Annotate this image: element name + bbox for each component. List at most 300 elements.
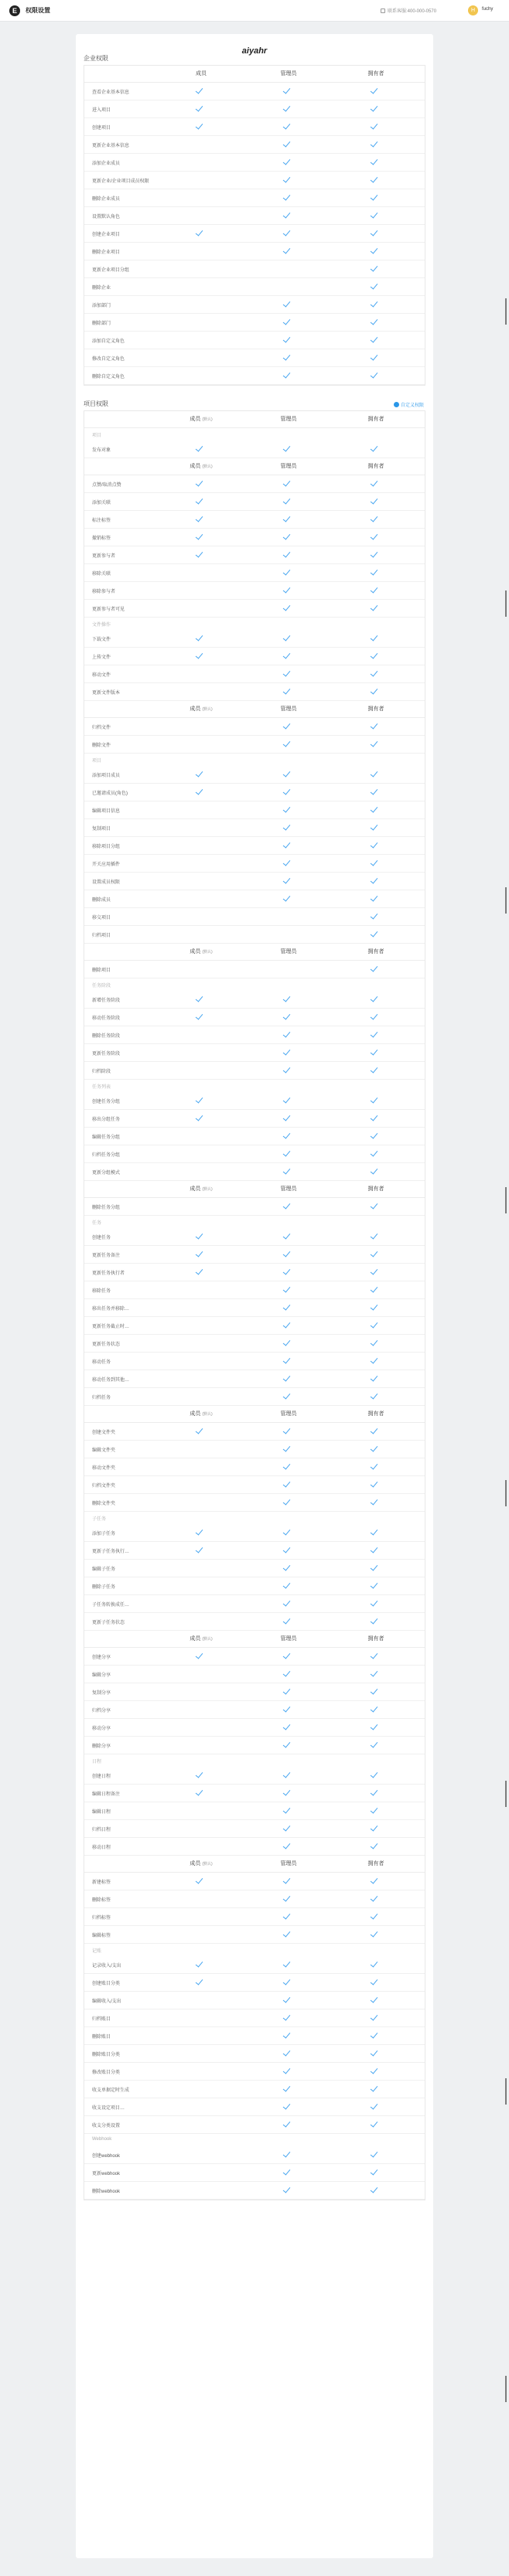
permission-cell-2[interactable] <box>246 1908 331 1925</box>
permission-name: 创建webhook <box>92 2154 121 2159</box>
scroll-indicator[interactable] <box>505 1781 507 1807</box>
permission-cell-3[interactable] <box>333 2182 418 2199</box>
column-header-label: 成员 <box>190 706 201 712</box>
permission-cell-3[interactable] <box>333 511 418 528</box>
permission-row <box>84 154 425 172</box>
permission-cell-3[interactable] <box>333 648 418 665</box>
permission-cell-3[interactable] <box>333 1956 418 1973</box>
permission-row <box>84 118 425 136</box>
permission-cell-2[interactable] <box>246 1110 331 1127</box>
permission-cell-2[interactable] <box>246 2098 331 2115</box>
permission-row <box>84 1613 425 1631</box>
table-header-row <box>84 458 425 475</box>
permission-cell-2[interactable] <box>246 1145 331 1162</box>
permission-cell-2[interactable] <box>246 441 331 458</box>
permission-name: 新增任务阶段 <box>92 999 121 1003</box>
permission-cell-1 <box>159 332 244 349</box>
permission-cell-2[interactable] <box>246 1441 331 1458</box>
permission-cell-3[interactable] <box>333 801 418 818</box>
permission-cell-3[interactable] <box>333 529 418 546</box>
permission-cell-3[interactable] <box>333 1595 418 1612</box>
permission-cell-3[interactable] <box>333 1890 418 1907</box>
scroll-indicator[interactable] <box>505 298 507 325</box>
permission-cell-3[interactable] <box>333 2164 418 2181</box>
permission-cell-2[interactable] <box>246 1926 331 1943</box>
checkmark-icon <box>371 514 378 522</box>
permission-cell-2[interactable] <box>246 873 331 890</box>
permission-cell-2[interactable] <box>246 2045 331 2062</box>
permission-cell-3[interactable] <box>333 1767 418 1784</box>
permission-cell-2[interactable] <box>246 1719 331 1736</box>
permission-row <box>84 1264 425 1281</box>
permission-cell-3[interactable] <box>333 582 418 599</box>
permission-cell-3[interactable] <box>333 1524 418 1541</box>
permission-cell-3[interactable] <box>333 1423 418 1440</box>
permission-cell-3[interactable] <box>333 926 418 943</box>
permission-cell-2[interactable] <box>246 1009 331 1026</box>
permission-cell-3[interactable] <box>333 1476 418 1493</box>
checkmark-icon <box>283 1320 291 1328</box>
permission-cell-1[interactable] <box>159 225 244 242</box>
permission-cell-3[interactable] <box>333 118 418 135</box>
permission-cell-1[interactable] <box>159 991 244 1008</box>
permission-cell-2[interactable] <box>246 2182 331 2199</box>
permission-cell-2[interactable] <box>246 172 331 189</box>
permission-cell-2[interactable] <box>246 1198 331 1215</box>
custom-permission-link[interactable] <box>394 401 424 408</box>
permission-cell-3[interactable] <box>333 207 418 224</box>
permission-cell-3[interactable] <box>333 154 418 171</box>
permission-cell-3[interactable] <box>333 83 418 100</box>
permission-cell-2[interactable] <box>246 1802 331 1819</box>
permission-cell-1 <box>159 801 244 818</box>
permission-cell-3[interactable] <box>333 600 418 617</box>
permission-cell-2[interactable] <box>246 1683 331 1700</box>
permission-cell-2[interactable] <box>246 1264 331 1281</box>
permission-cell-3[interactable] <box>333 1441 418 1458</box>
permission-cell-3[interactable] <box>333 189 418 206</box>
permission-cell-3[interactable] <box>333 1163 418 1180</box>
permission-cell-2[interactable] <box>246 564 331 581</box>
permission-cell-2[interactable] <box>246 2081 331 2098</box>
permission-row <box>84 648 425 665</box>
permission-cell-2[interactable] <box>246 1701 331 1718</box>
permission-cell-2[interactable] <box>246 475 331 492</box>
permission-cell-2[interactable] <box>246 1128 331 1145</box>
permission-cell-2[interactable] <box>246 736 331 753</box>
permission-cell-3[interactable] <box>333 2045 418 2062</box>
permission-cell-2[interactable] <box>246 1062 331 1079</box>
permission-cell-3[interactable] <box>333 332 418 349</box>
permission-cell-1[interactable] <box>159 1092 244 1109</box>
permission-cell-2[interactable] <box>246 1281 331 1298</box>
permission-cell-3[interactable] <box>333 564 418 581</box>
permission-cell-1[interactable] <box>159 100 244 117</box>
permission-cell-2[interactable] <box>246 529 331 546</box>
permission-cell-3[interactable] <box>333 1092 418 1109</box>
permission-cell-2[interactable] <box>246 890 331 907</box>
permission-cell-2[interactable] <box>246 1956 331 1973</box>
permission-cell-2[interactable] <box>246 582 331 599</box>
permission-cell-3[interactable] <box>333 1198 418 1215</box>
permission-cell-3[interactable] <box>333 718 418 735</box>
permission-cell-1 <box>159 1737 244 1754</box>
permission-cell-1 <box>159 314 244 331</box>
permission-cell-3[interactable] <box>333 260 418 277</box>
permission-cell-2[interactable] <box>246 2063 331 2080</box>
permission-cell-1[interactable] <box>159 1423 244 1440</box>
permission-cell-2[interactable] <box>246 1246 331 1263</box>
scroll-indicator[interactable] <box>505 1187 507 1213</box>
permission-cell-2[interactable] <box>246 1577 331 1594</box>
permission-cell-3[interactable] <box>333 349 418 366</box>
permission-cell-3[interactable] <box>333 1353 418 1370</box>
permission-cell-3[interactable] <box>333 1317 418 1334</box>
permission-cell-3[interactable] <box>333 2116 418 2133</box>
permission-cell-3[interactable] <box>333 837 418 854</box>
permission-cell-3[interactable] <box>333 1128 418 1145</box>
permission-cell-3[interactable] <box>333 475 418 492</box>
permission-cell-3[interactable] <box>333 1560 418 1577</box>
permission-cell-3[interactable] <box>333 1648 418 1665</box>
permission-cell-3[interactable] <box>333 1701 418 1718</box>
user-name[interactable]: fuchy <box>482 7 494 12</box>
permission-cell-1[interactable] <box>159 118 244 135</box>
permission-cell-2[interactable] <box>246 1335 331 1352</box>
checkmark-icon <box>283 669 291 676</box>
permission-cell-3[interactable] <box>333 1062 418 1079</box>
permission-cell-3[interactable] <box>333 1009 418 1026</box>
checkmark-icon <box>371 1545 378 1553</box>
permission-cell-3[interactable] <box>333 1145 418 1162</box>
permission-cell-1 <box>159 207 244 224</box>
permission-cell-3[interactable] <box>333 1974 418 1991</box>
permission-cell-2[interactable] <box>246 1838 331 1855</box>
checkmark-icon <box>283 496 291 504</box>
permission-cell-2[interactable] <box>246 1974 331 1991</box>
permission-cell-2[interactable] <box>246 837 331 854</box>
permission-name: 删除成员 <box>92 898 111 903</box>
permission-name: 归档任务 <box>92 1396 111 1400</box>
checkmark-icon <box>283 1616 291 1624</box>
permission-cell-2[interactable] <box>246 2146 331 2163</box>
permission-cell-1[interactable] <box>159 1542 244 1559</box>
permission-cell-1[interactable] <box>159 1873 244 1890</box>
permission-cell-1[interactable] <box>159 648 244 665</box>
permission-cell-3[interactable] <box>333 172 418 189</box>
permission-cell-1[interactable] <box>159 1264 244 1281</box>
permission-cell-2[interactable] <box>246 100 331 117</box>
permission-cell-2[interactable] <box>246 207 331 224</box>
permission-cell-2[interactable] <box>246 718 331 735</box>
permission-cell-2[interactable] <box>246 225 331 242</box>
column-header-label: 成员 <box>190 1861 201 1866</box>
permission-cell-3[interactable] <box>333 441 418 458</box>
permission-cell-3[interactable] <box>333 1264 418 1281</box>
permission-cell-2[interactable] <box>246 1228 331 1245</box>
checkmark-icon <box>371 787 378 795</box>
checkmark-icon <box>196 1545 203 1553</box>
permission-cell-2[interactable] <box>246 855 331 872</box>
permission-cell-2[interactable] <box>246 1299 331 1316</box>
permission-cell-2[interactable] <box>246 1476 331 1493</box>
permission-cell-2[interactable] <box>246 367 331 384</box>
enterprise-permission-table <box>84 65 425 386</box>
permission-cell-3[interactable] <box>333 890 418 907</box>
permission-cell-2[interactable] <box>246 2164 331 2181</box>
checkmark-icon <box>196 1788 203 1795</box>
checkmark-icon <box>371 929 378 937</box>
permission-cell-3[interactable] <box>333 2146 418 2163</box>
scroll-indicator[interactable] <box>505 1480 507 1506</box>
permission-name: 创建日程 <box>92 1775 111 1779</box>
permission-cell-2[interactable] <box>246 136 331 153</box>
permission-cell-2[interactable] <box>246 2009 331 2026</box>
permission-cell-2[interactable] <box>246 1317 331 1334</box>
scroll-indicator[interactable] <box>505 2078 507 2105</box>
permission-cell-2[interactable] <box>246 1163 331 1180</box>
permission-cell-2[interactable] <box>246 766 331 783</box>
permission-cell-3[interactable] <box>333 736 418 753</box>
permission-name: 更新子任务状态 <box>92 1621 125 1625</box>
permission-cell-3[interactable] <box>333 1228 418 1245</box>
column-header-label: 拥有者 <box>367 1411 384 1417</box>
column-header-note: (默认) <box>202 1412 213 1417</box>
permission-row <box>84 766 425 784</box>
permission-cell-1[interactable] <box>159 1767 244 1784</box>
permission-cell-3[interactable] <box>333 2063 418 2080</box>
permission-cell-2[interactable] <box>246 1595 331 1612</box>
permission-cell-1[interactable] <box>159 784 244 801</box>
permission-cell-2[interactable] <box>246 493 331 510</box>
permission-cell-3[interactable] <box>333 1802 418 1819</box>
permission-cell-1[interactable] <box>159 475 244 492</box>
permission-cell-3[interactable] <box>333 1719 418 1736</box>
permission-cell-3[interactable] <box>333 784 418 801</box>
permission-cell-2[interactable] <box>246 630 331 647</box>
permission-cell-3[interactable] <box>333 493 418 510</box>
permission-cell-2[interactable] <box>246 1524 331 1541</box>
permission-cell-2[interactable] <box>246 314 331 331</box>
permission-row <box>84 172 425 189</box>
permission-cell-2[interactable] <box>246 1560 331 1577</box>
permission-cell-2[interactable] <box>246 511 331 528</box>
permission-cell-2[interactable] <box>246 243 331 260</box>
permission-cell-1[interactable] <box>159 1524 244 1541</box>
permission-cell-2[interactable] <box>246 1092 331 1109</box>
permission-cell-1[interactable] <box>159 511 244 528</box>
permission-cell-3[interactable] <box>333 1838 418 1855</box>
permission-cell-2[interactable] <box>246 1388 331 1405</box>
permission-cell-3[interactable] <box>333 2098 418 2115</box>
permission-cell-3[interactable] <box>333 1335 418 1352</box>
scroll-indicator[interactable] <box>505 2376 507 2402</box>
permission-cell-3[interactable] <box>333 1026 418 1043</box>
permission-cell-3[interactable] <box>333 1737 418 1754</box>
permission-cell-1 <box>159 1719 244 1736</box>
permission-cell-1[interactable] <box>159 1228 244 1245</box>
permission-cell-2[interactable] <box>246 1648 331 1665</box>
permission-cell-2[interactable] <box>246 819 331 836</box>
checkmark-icon <box>283 876 291 883</box>
permission-cell-3[interactable] <box>333 1458 418 1475</box>
permission-cell-2[interactable] <box>246 2116 331 2133</box>
permission-cell-2[interactable] <box>246 1873 331 1890</box>
permission-cell-2[interactable] <box>246 1370 331 1387</box>
permission-cell-3[interactable] <box>333 1683 418 1700</box>
avatar[interactable]: H <box>468 5 478 15</box>
permission-cell-2[interactable] <box>246 2027 331 2044</box>
permission-cell-2[interactable] <box>246 1494 331 1511</box>
checkmark-icon <box>283 585 291 593</box>
permission-cell-2[interactable] <box>246 665 331 682</box>
permission-cell-3[interactable] <box>333 243 418 260</box>
permission-cell-1[interactable] <box>159 1974 244 1991</box>
column-header-1 <box>159 1856 244 1872</box>
permission-cell-2[interactable] <box>246 801 331 818</box>
permission-cell-3[interactable] <box>333 1542 418 1559</box>
permission-cell-1[interactable] <box>159 1009 244 1026</box>
column-header-label: 成员 <box>190 464 201 469</box>
permission-cell-2[interactable] <box>246 1353 331 1370</box>
checkmark-icon <box>196 1267 203 1274</box>
permission-cell-1[interactable] <box>159 1110 244 1127</box>
permission-cell-2[interactable] <box>246 1666 331 1683</box>
permission-cell-2[interactable] <box>246 1767 331 1784</box>
permission-cell-3[interactable] <box>333 1246 418 1263</box>
permission-name: 更新分组模式 <box>92 1171 121 1176</box>
permission-cell-2[interactable] <box>246 154 331 171</box>
permission-cell-3[interactable] <box>333 873 418 890</box>
permission-cell-3[interactable] <box>333 296 418 313</box>
permission-cell-3[interactable] <box>333 665 418 682</box>
permission-cell-3[interactable] <box>333 1299 418 1316</box>
permission-cell-1[interactable] <box>159 493 244 510</box>
permission-cell-3[interactable] <box>333 683 418 700</box>
permission-row <box>84 1388 425 1406</box>
permission-cell-2[interactable] <box>246 189 331 206</box>
permission-cell-2[interactable] <box>246 1044 331 1061</box>
permission-cell-3[interactable] <box>333 1613 418 1630</box>
permission-cell-2[interactable] <box>246 546 331 563</box>
permission-cell-3[interactable] <box>333 1577 418 1594</box>
permission-cell-2[interactable] <box>246 1613 331 1630</box>
checkmark-icon <box>196 496 203 504</box>
permission-cell-3[interactable] <box>333 1992 418 2009</box>
permission-row <box>84 2116 425 2134</box>
permission-cell-1[interactable] <box>159 1785 244 1802</box>
checkmark-icon <box>196 86 203 94</box>
permission-cell-3[interactable] <box>333 1785 418 1802</box>
permission-cell-1 <box>159 2027 244 2044</box>
permission-cell-3[interactable] <box>333 2009 418 2026</box>
permission-cell-2[interactable] <box>246 1026 331 1043</box>
scroll-indicator[interactable] <box>505 590 507 617</box>
permission-cell-2[interactable] <box>246 118 331 135</box>
permission-cell-2[interactable] <box>246 1542 331 1559</box>
permission-cell-1[interactable] <box>159 766 244 783</box>
permission-name: 更新任务执行者 <box>92 1271 125 1276</box>
permission-cell-2[interactable] <box>246 1737 331 1754</box>
permission-cell-3[interactable] <box>333 1908 418 1925</box>
permission-cell-1[interactable] <box>159 546 244 563</box>
checkmark-icon <box>283 2119 291 2127</box>
permission-cell-1[interactable] <box>159 1956 244 1973</box>
permission-cell-2[interactable] <box>246 991 331 1008</box>
checkmark-icon <box>371 157 378 165</box>
permission-cell-2[interactable] <box>246 1890 331 1907</box>
permission-cell-3[interactable] <box>333 1281 418 1298</box>
permission-row <box>84 493 425 511</box>
permission-cell-2[interactable] <box>246 83 331 100</box>
permission-cell-3[interactable] <box>333 2081 418 2098</box>
permission-cell-2[interactable] <box>246 1423 331 1440</box>
column-header-2 <box>246 458 331 475</box>
permission-cell-3[interactable] <box>333 630 418 647</box>
permission-cell-1[interactable] <box>159 529 244 546</box>
scroll-indicator[interactable] <box>505 887 507 914</box>
permission-cell-2[interactable] <box>246 1820 331 1837</box>
permission-cell-3[interactable] <box>333 1926 418 1943</box>
permission-cell-1[interactable] <box>159 83 244 100</box>
permission-cell-3[interactable] <box>333 1873 418 1890</box>
permission-cell-3[interactable] <box>333 546 418 563</box>
permission-row <box>84 1281 425 1299</box>
permission-name: 编辑日程 <box>92 1810 111 1815</box>
permission-cell-3[interactable] <box>333 961 418 978</box>
permission-cell-3[interactable] <box>333 2027 418 2044</box>
permission-cell-2[interactable] <box>246 784 331 801</box>
permission-cell-3[interactable] <box>333 1666 418 1683</box>
permission-cell-3[interactable] <box>333 225 418 242</box>
permission-cell-3[interactable] <box>333 278 418 295</box>
permission-cell-1[interactable] <box>159 1648 244 1665</box>
permission-cell-3[interactable] <box>333 367 418 384</box>
permission-cell-2[interactable] <box>246 296 331 313</box>
permission-cell-3[interactable] <box>333 991 418 1008</box>
permission-cell-3[interactable] <box>333 908 418 925</box>
permission-cell-2[interactable] <box>246 1992 331 2009</box>
checkmark-icon <box>371 1929 378 1937</box>
permission-cell-2[interactable] <box>246 332 331 349</box>
permission-cell-3[interactable] <box>333 1494 418 1511</box>
permission-cell-2[interactable] <box>246 1785 331 1802</box>
permission-cell-3[interactable] <box>333 1388 418 1405</box>
permission-row <box>84 1317 425 1335</box>
permission-cell-3[interactable] <box>333 100 418 117</box>
permission-cell-1 <box>159 1992 244 2009</box>
permission-cell-2[interactable] <box>246 600 331 617</box>
permission-cell-3[interactable] <box>333 1820 418 1837</box>
permission-cell-3[interactable] <box>333 136 418 153</box>
app-logo[interactable]: E <box>9 5 20 16</box>
permission-cell-2[interactable] <box>246 349 331 366</box>
permission-cell-3[interactable] <box>333 855 418 872</box>
permission-cell-3[interactable] <box>333 1370 418 1387</box>
permission-cell-3[interactable] <box>333 819 418 836</box>
permission-cell-1[interactable] <box>159 630 244 647</box>
permission-cell-3[interactable] <box>333 1044 418 1061</box>
permission-cell-2[interactable] <box>246 648 331 665</box>
permission-cell-3[interactable] <box>333 314 418 331</box>
permission-cell-1[interactable] <box>159 441 244 458</box>
permission-cell-1[interactable] <box>159 1246 244 1263</box>
group-row <box>84 754 425 766</box>
permission-cell-3[interactable] <box>333 1110 418 1127</box>
permission-cell-2[interactable] <box>246 1458 331 1475</box>
permission-cell-3[interactable] <box>333 766 418 783</box>
permission-cell-2[interactable] <box>246 683 331 700</box>
